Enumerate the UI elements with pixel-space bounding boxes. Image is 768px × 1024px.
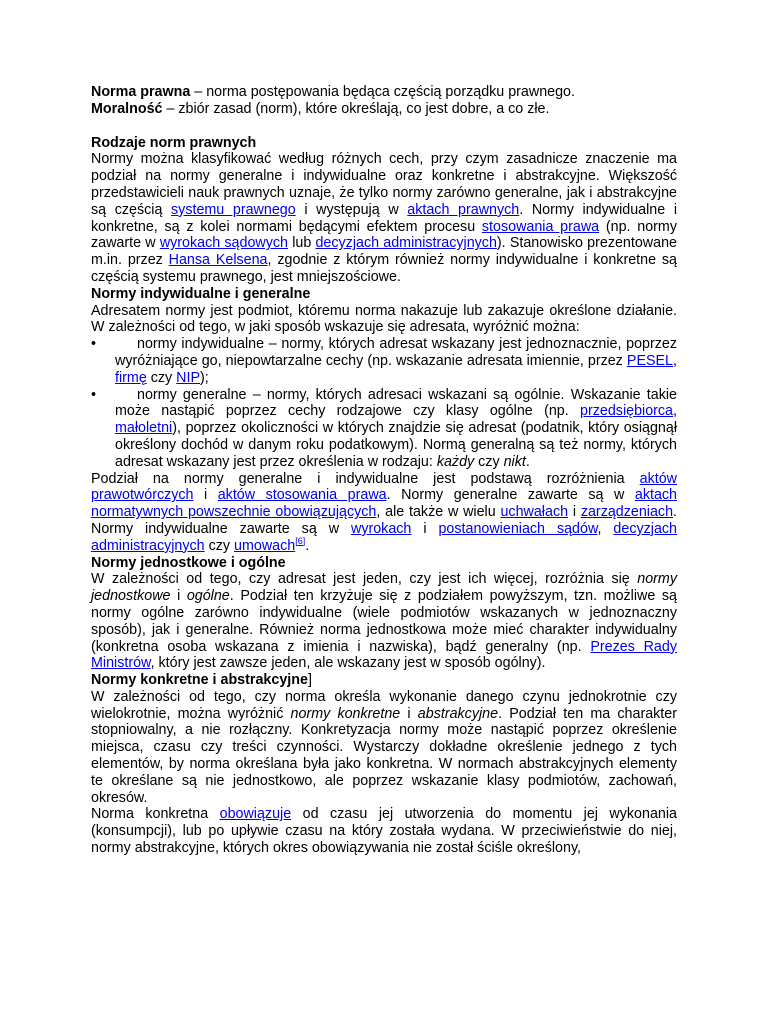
heading-konkretne-abstrakcyjne: Normy konkretne i abstrakcyjne] [91,672,312,689]
bullet-icon: • [91,336,97,353]
link-nip[interactable]: NIP [176,369,201,386]
bullet-icon: • [91,386,97,403]
link-umowach[interactable]: umowach [234,537,296,554]
link-stosowania-prawa[interactable]: stosowania prawa [481,218,600,235]
footnote-link[interactable]: [6] [295,535,306,546]
list-item: • normy generalne – normy, których adresaci wskazani są ogólnie. Wskazanie takie może nastąpić poprzez cechy rodzajowe czy klasy ogólne (np. przedsiębiorca, małoletni), poprzez okoliczności w których znajdzie się adresat (podatnik, który osiągnął określony dochód w danym roku podatkowym). Normą generalną są też normy, których adresat wskazany jest przez określenia w rodzaju: każdy czy nikt. [91,386,677,470]
definition-norma-prawna: Norma prawna – norma postępowania będąca częścią porządku prawnego. [91,84,575,100]
paragraph-gap [91,118,677,135]
link-uchwalach[interactable]: uchwałach [500,504,569,521]
link-systemu-prawnego[interactable]: systemu prawnego [171,201,296,218]
paragraph-norma-konkretna: Norma konkretna obowiązuje od czasu jej utworzenia do momentu jej wykonania (konsumpcji), lub po upływie czasu na który została wydana. W przeciwieństwie do niej, normy abstrakcyjne, których okres obowiązywania nie został ściśle określony, [91,806,677,857]
link-wyrokach-sadowych[interactable]: wyrokach sądowych [159,235,288,252]
bullet-list [91,336,677,470]
paragraph-jednostkowe: W zależności od tego, czy adresat jest jeden, czy jest ich więcej, rozróżnia się normy jednostkowe i ogólne. Podział ten krzyżuje się z podziałem powyższym, tzn. możliwe są normy ogólne zarówno indywidualne (wiele podmiotów wskazanych w jednoznaczny sposób), jak i generalne. Również norma jednostkowa może mieć charakter indywidualny (konkretna osoba wskazana z imienia i nazwiska), bądź generalny (np. Prezes Rady Ministrów, który jest zawsze jeden, ale wskazany jest w sposób ogólny). [91,571,677,672]
link-maloletni[interactable]: małoletni [115,420,173,437]
link-firme[interactable]: firmę [115,369,147,386]
link-obowiazuje[interactable]: obowiązuje [219,806,292,823]
document-page [91,84,677,857]
link-aktow-prawotworczych[interactable]: aktów prawotwórczych [91,470,677,504]
link-decyzjach-administracyjnych[interactable]: decyzjach administracyjnych [315,235,497,252]
link-zarzadzeniach[interactable]: zarządzeniach [580,504,674,521]
link-decyzjach-administracyjnych-2[interactable]: decyzjach administracyjnych [91,520,677,554]
paragraph-adresat: Adresatem normy jest podmiot, któremu norma nakazuje lub zakazuje określone działanie. W zależności od tego, w jaki sposób wskazuje się adresata, wyróżnić można: [91,302,677,336]
link-wyrokach[interactable]: wyrokach [351,520,412,537]
link-przedsiebiorca[interactable]: przedsiębiorca [580,403,674,420]
heading-rodzaje-norm: Rodzaje norm prawnych [91,134,257,151]
heading-jednostkowe-ogolne: Normy jednostkowe i ogólne [91,554,286,571]
definition-moralnosc: Moralność – zbiór zasad (norm), które określają, co jest dobre, a co złe. [91,100,550,117]
link-aktow-stosowania-prawa[interactable]: aktów stosowania prawa [217,487,387,504]
link-pesel[interactable]: PESEL [626,352,674,369]
link-prezes-rady-ministrow[interactable]: Prezes Rady Ministrów [91,638,677,672]
paragraph-podzial: Podział na normy generalne i indywidualne jest podstawą rozróżnienia aktów prawotwórczych i aktów stosowania prawa. Normy generalne zawarte są w aktach normatywnych powszechnie obowiązujących, ale także w wielu uchwałach i zarządzeniach. Normy indywidualne zawarte są w wyrokach i postanowieniach sądów, decyzjach administracyjnych czy umowach[6]. [91,470,678,554]
list-item: • normy indywidualne – normy, których adresat wskazany jest jednoznacznie, poprzez wyróżniające go, niepowtarzalne cechy (np. wskazanie adresata imiennie, przez PESEL, firmę czy NIP); [91,336,677,386]
term-moralnosc: Moralność [91,100,163,117]
link-hansa-kelsena[interactable]: Hansa Kelsena [168,252,268,269]
heading-indywidualne-generalne: Normy indywidualne i generalne [91,285,311,302]
paragraph-konkretne: W zależności od tego, czy norma określa wykonanie danego czynu jednokrotnie czy wielokrotnie, można wyróżnić normy konkretne i abstrakcyjne. Podział ten ma charakter stopniowalny, a nie rozłączny. Konkretyzacja normy może nastąpić poprzez określenie miejsca, czasu czy treści czynności. Wystarczy dokładne określenie jednego z tych elementów, by norma określana była jako konkretna. W normach abstrakcyjnych elementy te określane są nie jednostkowo, ale poprzez wskazanie klasy podmiotów, zachowań, okresów. [91,688,677,806]
paragraph-rodzaje-norm: Normy można klasyfikować według różnych cech, przy czym zasadnicze znaczenie ma podział na normy generalne i indywidualne oraz konkretne i abstrakcyjne. Większość przedstawicieli nauk prawnych uznaje, że tylko normy zarówno generalne, jak i abstrakcyjne są częścią systemu prawnego i występują w aktach prawnych. Normy indywidualne i konkretne, są z kolei normami będącymi efektem procesu stosowania prawa (np. normy zawarte w wyrokach sądowych lub decyzjach administracyjnych). Stanowisko prezentowane m.in. przez Hansa Kelsena, zgodnie z którym również normy indywidualne i konkretne są częścią systemu prawnego, jest mniejszościowe. [91,151,677,285]
link-aktach-prawnych[interactable]: aktach prawnych [407,201,520,218]
term-norma-prawna: Norma prawna [91,84,191,100]
link-postanowieniach-sadow[interactable]: postanowieniach sądów [438,520,598,537]
link-aktach-normatywnych[interactable]: aktach normatywnych powszechnie obowiązujących [91,487,677,521]
